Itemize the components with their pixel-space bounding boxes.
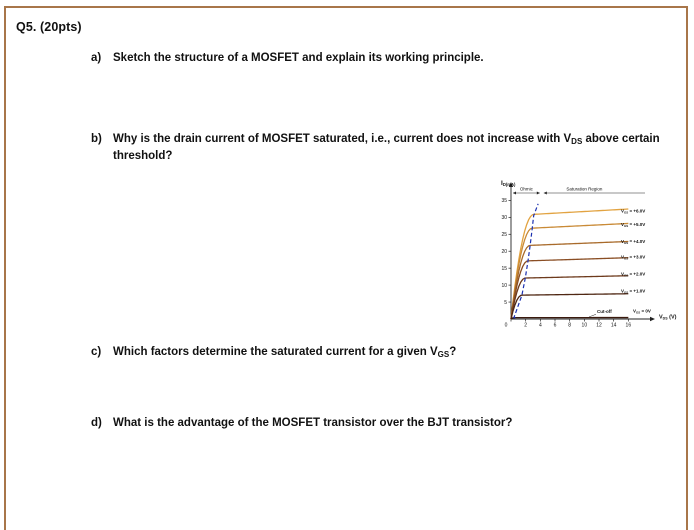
x-axis-label: VDS (V) — [659, 314, 677, 321]
x-tick-label: 6 — [553, 322, 557, 329]
x-tick-label: 14 — [610, 322, 617, 329]
series-label: VGS = 0V — [633, 308, 651, 315]
x-tick-label: 0 — [504, 322, 508, 329]
series-label: VGS = +2.0V — [621, 271, 646, 277]
question-item-b — [91, 131, 673, 165]
y-tick-label: 20 — [501, 249, 507, 256]
ohmic-arrow-head-left — [513, 192, 516, 195]
item-text-before: Why is the drain current of MOSFET saturated, i.e., current does not increase with V — [113, 133, 572, 145]
vds-subscript: DS — [571, 137, 583, 146]
item-text — [113, 344, 456, 361]
y-tick-label: 35 — [501, 198, 507, 205]
item-text: Sketch the structure of a MOSFET and explain its working principle. — [113, 52, 484, 64]
curve-2 — [511, 223, 628, 319]
x-tick-label: 16 — [625, 322, 632, 329]
series-label: VGS = +6.0V — [621, 208, 646, 215]
ohmic-arrow-head-right — [537, 192, 540, 195]
item-label: b) — [91, 133, 102, 145]
item-text — [113, 131, 673, 165]
x-tick-label: 8 — [568, 322, 572, 329]
ohmic-region-label: Ohmic — [519, 186, 533, 192]
y-tick-label: 25 — [501, 232, 507, 239]
saturation-arrow-head — [544, 192, 547, 195]
cutoff-label: Cut-off — [597, 308, 612, 314]
y-tick-label: 30 — [501, 215, 507, 222]
item-label: a) — [91, 52, 102, 64]
question-item-d — [91, 415, 512, 432]
curve-6 — [511, 294, 628, 319]
cutoff-arrow — [589, 314, 596, 317]
item-text-after: ? — [449, 346, 457, 358]
item-label: d) — [91, 417, 102, 429]
item-text: What is the advantage of the MOSFET transistor over the BJT transistor? — [113, 417, 513, 429]
y-tick-label: 10 — [501, 282, 507, 289]
question-item-c — [91, 344, 456, 361]
item-label: c) — [91, 346, 102, 358]
y-tick-label: 15 — [501, 265, 507, 272]
x-tick-label: 12 — [596, 322, 602, 329]
series-label: VGS = +5.0V — [621, 222, 646, 228]
mosfet-iv-chart-svg — [493, 176, 683, 336]
series-label: VGS = +4.0V — [621, 239, 646, 245]
mosfet-iv-chart — [493, 176, 683, 336]
saturation-region-label: Saturation Region — [566, 186, 603, 192]
question-item-a — [91, 50, 484, 67]
y-axis-label: ID(mA) — [501, 180, 516, 187]
item-text-after: above certain threshold? — [113, 133, 660, 162]
x-axis-arrow — [650, 317, 655, 321]
question-header: Q5. (20pts) — [16, 20, 82, 34]
x-tick-label: 2 — [524, 322, 528, 329]
vgs-subscript: GS — [437, 350, 450, 359]
x-tick-label: 4 — [538, 322, 542, 329]
y-tick-label: 5 — [504, 299, 507, 306]
curve-1 — [511, 209, 628, 319]
series-label: VGS = +3.0V — [621, 254, 646, 260]
series-label: VGS = +1.0V — [621, 288, 646, 294]
x-tick-label: 10 — [581, 322, 588, 329]
item-text-before: Which factors determine the saturated current for a given V — [113, 346, 438, 358]
